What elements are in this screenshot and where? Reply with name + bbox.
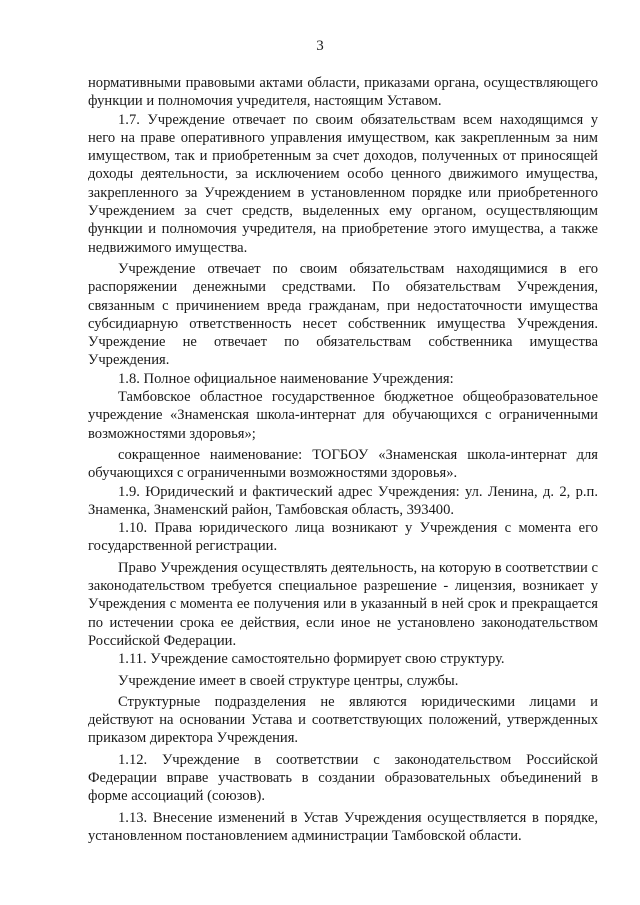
document-body bbox=[88, 74, 598, 845]
paragraph-full-name: Тамбовское областное государственное бюджетное общеобразовательное учреждение «Знаменская школа-интернат для обучающихся с ограниченными возможностями здоровья»; bbox=[88, 389, 598, 442]
paragraph-liability-funds: Учреждение отвечает по своим обязательствам находящимися в его распоряжении денежными средствами. По обязательствам Учреждения, связанным с причинением вреда гражданам, при недостаточности имущества субсидиарную ответственность несет собственник имущества Учреждения. Учреждение не отвечает по обязательствам собственника имущества Учреждения. bbox=[88, 260, 598, 369]
paragraph-1-9: 1.9. Юридический и фактический адрес Учреждения: ул. Ленина, д. 2, р.п. Знаменка, Знаменский район, Тамбовская область, 393400. bbox=[88, 483, 598, 518]
paragraph-license: Право Учреждения осуществлять деятельность, на которую в соответствии с законодательством требуется специальное разрешение - лицензия, возникает у Учреждения с момента ее получения или в указанный в ней срок и прекращается по истечении срока ее действия, если иное не установлено законодательством Российской Федерации. bbox=[88, 559, 598, 649]
paragraph-1-13: 1.13. Внесение изменений в Устав Учреждения осуществляется в порядке, установленном постановлением администрации Тамбовской области. bbox=[88, 809, 598, 844]
paragraph-1-12: 1.12. Учреждение в соответствии с законодательством Российской Федерации вправе участвовать в создании образовательных объединений в форме ассоциаций (союзов). bbox=[88, 751, 598, 805]
paragraph-structure-units: Учреждение имеет в своей структуре центры, службы. bbox=[118, 672, 459, 689]
paragraph-1-10: 1.10. Права юридического лица возникают у Учреждения с момента его государственной регистрации. bbox=[88, 520, 598, 555]
paragraph-1-7: 1.7. Учреждение отвечает по своим обязательствам всем находящимся у него на праве оперативного управления имуществом, как закрепленным за ним имуществом, так и приобретенным за счет доходов, полученных от приносящей доходы деятельности, за исключением особо ценного движимого имущества, закрепленного за Учреждением в установленном порядке или приобретенного Учреждением за счет средств, выделенных ему органом, осуществляющим функции и полномочия учредителя, на приобретение этого имущества, а также недвижимого имущества. bbox=[88, 111, 598, 256]
paragraph-continuation: нормативными правовыми актами области, приказами органа, осуществляющего функции и полномочия учредителя, настоящим Уставом. bbox=[88, 75, 598, 110]
paragraph-1-11: 1.11. Учреждение самостоятельно формирует свою структуру. bbox=[118, 651, 505, 668]
paragraph-short-name: сокращенное наименование: ТОГБОУ «Знаменская школа-интернат для обучающихся с ограниченными возможностями здоровья». bbox=[88, 446, 598, 482]
paragraph-structural-divisions: Структурные подразделения не являются юридическими лицами и действуют на основании Устава и соответствующих положений, утвержденных приказом директора Учреждения. bbox=[88, 693, 598, 747]
paragraph-1-8: 1.8. Полное официальное наименование Учреждения: bbox=[118, 370, 454, 387]
page-number: 3 bbox=[316, 38, 324, 54]
